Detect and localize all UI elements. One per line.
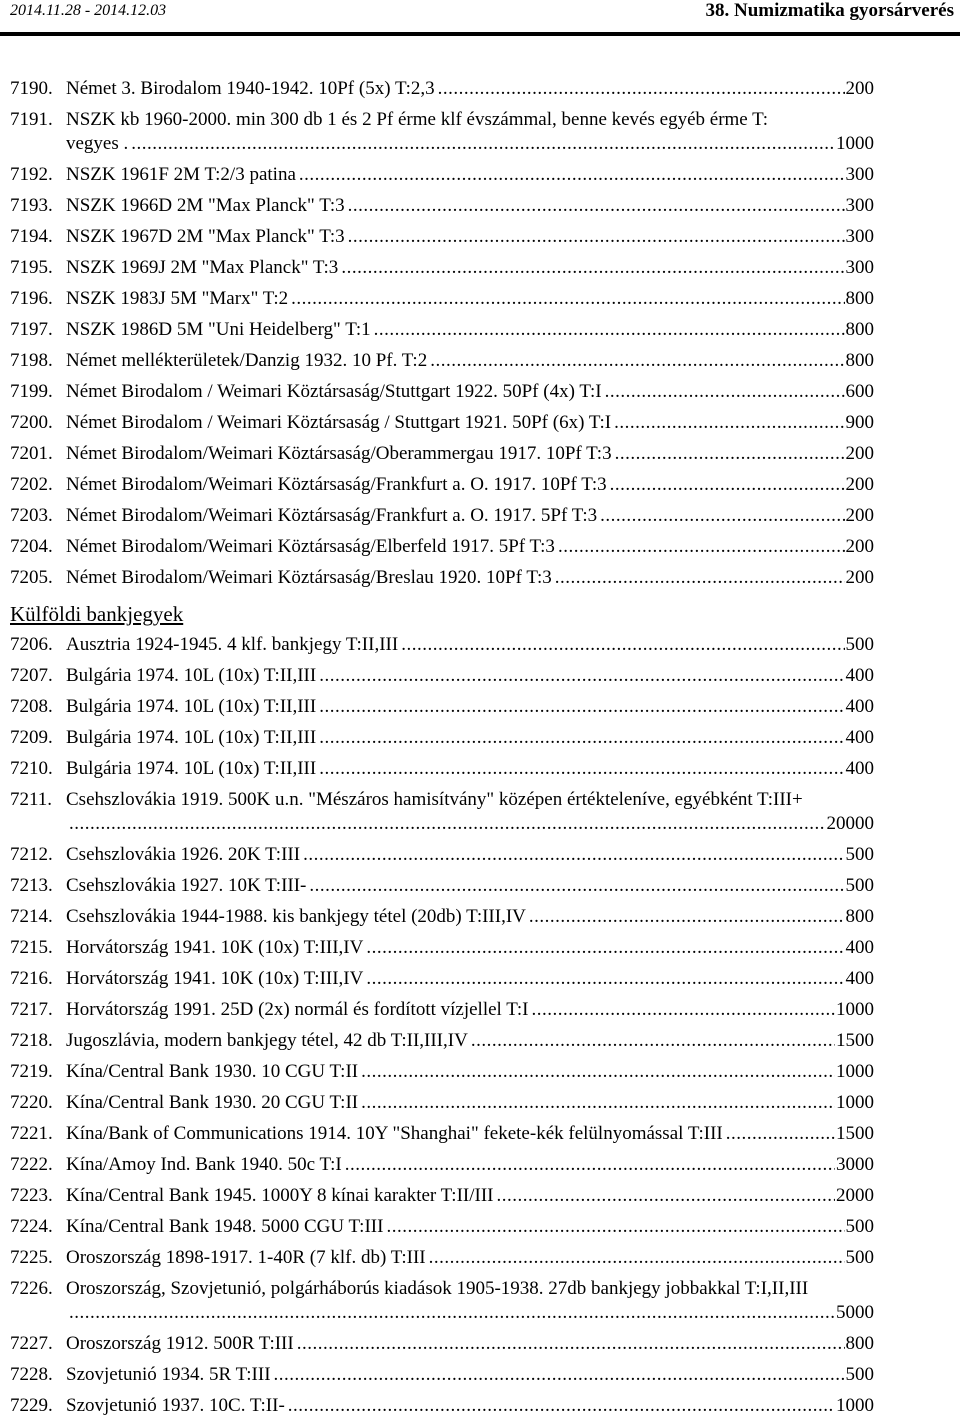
- dot-leader: [319, 755, 844, 783]
- lot-number: 7209.: [10, 727, 53, 748]
- lot-price: 1000: [836, 133, 874, 154]
- dot-leader: [341, 254, 844, 282]
- lot-price: 2000: [836, 1185, 874, 1206]
- lot-description: Kína/Central Bank 1948. 5000 CGU T:III: [66, 1216, 384, 1237]
- lot-row: [10, 285, 874, 316]
- dot-leader: [497, 1182, 836, 1210]
- lot-line: [66, 1027, 874, 1055]
- lot-description: Kína/Amoy Ind. Bank 1940. 50c T:I: [66, 1154, 342, 1175]
- lot-number: 7219.: [10, 1061, 53, 1082]
- lot-row: [10, 502, 874, 533]
- lot-row: [10, 254, 874, 285]
- lot-row: [10, 1089, 874, 1120]
- lot-row: [10, 440, 874, 471]
- lot-number: 7201.: [10, 443, 53, 464]
- lot-line: [66, 1330, 874, 1358]
- lot-price: 400: [845, 696, 874, 717]
- lot-line: [66, 1120, 874, 1148]
- lot-line: [66, 996, 874, 1024]
- lot-description: Német Birodalom/Weimari Köztársaság/Frankfurt a. O. 1917. 10Pf T:3: [66, 474, 607, 495]
- dot-leader: [348, 223, 845, 251]
- lot-description: NSZK 1986D 5M "Uni Heidelberg" T:1: [66, 319, 371, 340]
- lot-description: Jugoszlávia, modern bankjegy tétel, 42 db T:II,III,IV: [66, 1030, 468, 1051]
- lot-description: Német Birodalom / Weimari Köztársaság / Stuttgart 1921. 50Pf (6x) T:I: [66, 412, 612, 433]
- lot-number: 7223.: [10, 1185, 53, 1206]
- lot-line: [66, 254, 874, 282]
- lot-price: 500: [845, 1216, 874, 1237]
- lot-description: Oroszország 1912. 500R T:III: [66, 1333, 294, 1354]
- lot-description: Német 3. Birodalom 1940-1942. 10Pf (5x) T:2,3: [66, 78, 435, 99]
- lot-price: 1000: [836, 999, 874, 1020]
- lot-row: [10, 1151, 874, 1182]
- lot-line: [66, 1151, 874, 1179]
- dot-leader: [429, 1244, 845, 1272]
- lot-number: 7229.: [10, 1395, 53, 1416]
- lot-price: 1500: [836, 1030, 874, 1051]
- dot-leader: [555, 564, 845, 592]
- lot-line: [66, 1089, 874, 1117]
- lot-number: 7217.: [10, 999, 53, 1020]
- lot-description: Kína/Central Bank 1945. 1000Y 8 kínai karakter T:II/III: [66, 1185, 494, 1206]
- lot-line: [66, 440, 874, 468]
- lot-price-line: [66, 810, 874, 838]
- lot-line: [66, 347, 874, 375]
- lot-description: Bulgária 1974. 10L (10x) T:II,III: [66, 696, 317, 717]
- lot-price: 200: [845, 78, 874, 99]
- lot-description: Német Birodalom/Weimari Köztársaság/Oberammergau 1917. 10Pf T:3: [66, 443, 612, 464]
- dot-leader: [348, 192, 845, 220]
- lot-price: 400: [845, 665, 874, 686]
- lot-line: [66, 1392, 874, 1420]
- lot-price: 20000: [826, 813, 874, 834]
- lot-description: Horvátország 1941. 10K (10x) T:III,IV: [66, 937, 364, 958]
- dot-leader: [600, 502, 844, 530]
- dot-leader: [303, 841, 844, 869]
- lot-number: 7211.: [10, 789, 53, 810]
- lot-number: 7213.: [10, 875, 53, 896]
- lot-price: 800: [845, 1333, 874, 1354]
- lot-row: [10, 841, 874, 872]
- lot-line: [66, 75, 874, 103]
- lot-line: [66, 965, 874, 993]
- lot-price: 900: [845, 412, 874, 433]
- lot-description: Horvátország 1991. 25D (2x) normál és fordított vízjellel T:I: [66, 999, 529, 1020]
- lot-row: [10, 693, 874, 724]
- lot-number: 7190.: [10, 78, 53, 99]
- lot-number: 7206.: [10, 634, 53, 655]
- lot-line: [66, 1213, 874, 1241]
- lot-row: [10, 996, 874, 1027]
- lot-description: NSZK 1961F 2M T:2/3 patina: [66, 164, 296, 185]
- dot-leader: [319, 662, 844, 690]
- lot-line: [66, 631, 874, 659]
- lot-description: Német Birodalom/Weimari Köztársaság/Breslau 1920. 10Pf T:3: [66, 567, 552, 588]
- dot-leader: [288, 1392, 835, 1420]
- dot-leader: [297, 1330, 845, 1358]
- lot-description: Szovjetunió 1937. 10C. T:II-: [66, 1395, 285, 1416]
- lot-number: 7216.: [10, 968, 53, 989]
- lot-row: [10, 378, 874, 409]
- lot-row: [10, 223, 874, 254]
- lot-price: 1000: [836, 1092, 874, 1113]
- lot-price: 300: [845, 164, 874, 185]
- lot-price: 800: [845, 350, 874, 371]
- lot-number: 7215.: [10, 937, 53, 958]
- lot-number: 7192.: [10, 164, 53, 185]
- lot-row: [10, 316, 874, 347]
- lot-list: [10, 75, 874, 1423]
- lot-row: [10, 471, 874, 502]
- coin-lots: [10, 75, 874, 595]
- lot-line: [66, 1361, 874, 1389]
- lot-price: 800: [845, 288, 874, 309]
- lot-description: NSZK 1983J 5M "Marx" T:2: [66, 288, 289, 309]
- lot-row: [10, 1275, 874, 1330]
- lot-number: 7202.: [10, 474, 53, 495]
- lot-description: Csehszlovákia 1927. 10K T:III-: [66, 875, 307, 896]
- lot-number: 7196.: [10, 288, 53, 309]
- lot-description: Ausztria 1924-1945. 4 klf. bankjegy T:II,III: [66, 634, 399, 655]
- lot-description: NSZK 1969J 2M "Max Planck" T:3: [66, 257, 339, 278]
- lot-line: [66, 1058, 874, 1086]
- lot-description: Csehszlovákia 1919. 500K u.n. "Mészáros hamisítvány" középen értékteleníve, egyébként T:III+: [66, 789, 803, 810]
- page-header: [0, 0, 960, 36]
- dot-leader: [299, 161, 845, 189]
- lot-price: 3000: [836, 1154, 874, 1175]
- header-divider: [0, 32, 960, 36]
- lot-row: [10, 1361, 874, 1392]
- dot-leader: [386, 1213, 844, 1241]
- lot-number: 7221.: [10, 1123, 53, 1144]
- dot-leader: [361, 1058, 835, 1086]
- lot-number: 7191.: [10, 109, 53, 130]
- dot-leader: [366, 965, 844, 993]
- lot-row: [10, 872, 874, 903]
- lot-line: [66, 903, 874, 931]
- lot-row: [10, 786, 874, 841]
- lot-description: Német Birodalom / Weimari Köztársaság/Stuttgart 1922. 50Pf (4x) T:I: [66, 381, 602, 402]
- lot-price: 1000: [836, 1395, 874, 1416]
- lot-line: [66, 564, 874, 592]
- lot-number: 7194.: [10, 226, 53, 247]
- dot-leader: [558, 533, 845, 561]
- lot-number: 7212.: [10, 844, 53, 865]
- lot-price: 1000: [836, 1061, 874, 1082]
- lot-description: NSZK 1966D 2M "Max Planck" T:3: [66, 195, 345, 216]
- lot-line: [66, 662, 874, 690]
- lot-price-line: [66, 1299, 874, 1327]
- lot-price: 200: [845, 443, 874, 464]
- lot-price: 500: [845, 634, 874, 655]
- dot-leader: [374, 316, 845, 344]
- lot-line: [66, 378, 874, 406]
- dot-leader: [309, 872, 844, 900]
- lot-line: [66, 755, 874, 783]
- dot-leader: [69, 810, 826, 838]
- banknote-lots: [10, 631, 874, 1423]
- lot-price: 500: [845, 875, 874, 896]
- lot-description: Kína/Central Bank 1930. 10 CGU T:II: [66, 1061, 359, 1082]
- lot-price: 500: [845, 1247, 874, 1268]
- lot-price: 300: [845, 257, 874, 278]
- date-range: 2014.11.28 - 2014.12.03: [10, 2, 167, 19]
- lot-row: [10, 1244, 874, 1275]
- lot-description: Bulgária 1974. 10L (10x) T:II,III: [66, 727, 317, 748]
- lot-price: 200: [845, 536, 874, 557]
- lot-number: 7199.: [10, 381, 53, 402]
- lot-line: [66, 502, 874, 530]
- lot-row: [10, 409, 874, 440]
- dot-leader: [605, 378, 845, 406]
- dot-leader: [69, 1299, 835, 1327]
- lot-price: 800: [845, 319, 874, 340]
- lot-number: 7204.: [10, 536, 53, 557]
- lot-row: [10, 75, 874, 106]
- dot-leader: [610, 471, 845, 499]
- lot-price: 200: [845, 567, 874, 588]
- dot-leader: [726, 1120, 835, 1148]
- lot-row: [10, 161, 874, 192]
- catalog-title: 38. Numizmatika gyorsárverés: [705, 0, 954, 21]
- lot-row: [10, 903, 874, 934]
- lot-number: 7227.: [10, 1333, 53, 1354]
- dot-leader: [529, 903, 845, 931]
- lot-row: [10, 192, 874, 223]
- lot-row: [10, 1213, 874, 1244]
- lot-row: [10, 965, 874, 996]
- lot-description: Horvátország 1941. 10K (10x) T:III,IV: [66, 968, 364, 989]
- lot-row: [10, 755, 874, 786]
- dot-leader: [401, 631, 844, 659]
- lot-line: [66, 471, 874, 499]
- lot-number: 7218.: [10, 1030, 53, 1051]
- dot-leader: [345, 1151, 835, 1179]
- dot-leader: [438, 75, 845, 103]
- lot-price: 800: [845, 906, 874, 927]
- lot-description: Csehszlovákia 1944-1988. kis bankjegy tétel (20db) T:III,IV: [66, 906, 526, 927]
- dot-leader: [532, 996, 835, 1024]
- lot-description: Csehszlovákia 1926. 20K T:III: [66, 844, 301, 865]
- lot-description: Kína/Central Bank 1930. 20 CGU T:II: [66, 1092, 359, 1113]
- lot-number: 7210.: [10, 758, 53, 779]
- lot-line: [66, 409, 874, 437]
- lot-price: 5000: [836, 1302, 874, 1323]
- lot-line: [66, 192, 874, 220]
- lot-number: 7225.: [10, 1247, 53, 1268]
- dot-leader: [471, 1027, 835, 1055]
- lot-description: Kína/Bank of Communications 1914. 10Y "Shanghai" fekete-kék felülnyomással T:III: [66, 1123, 723, 1144]
- lot-number: 7203.: [10, 505, 53, 526]
- lot-description: Német mellékterületek/Danzig 1932. 10 Pf. T:2: [66, 350, 428, 371]
- lot-number: 7205.: [10, 567, 53, 588]
- lot-price-line: [66, 130, 874, 158]
- lot-line: [66, 1244, 874, 1272]
- lot-price: 200: [845, 505, 874, 526]
- lot-line: [66, 1182, 874, 1210]
- lot-line: [66, 285, 874, 313]
- lot-number: 7198.: [10, 350, 53, 371]
- lot-line: [66, 223, 874, 251]
- lot-price: 400: [845, 727, 874, 748]
- lot-number: 7220.: [10, 1092, 53, 1113]
- lot-price: 300: [845, 195, 874, 216]
- lot-row: [10, 1392, 874, 1423]
- lot-price: 400: [845, 937, 874, 958]
- lot-row: [10, 934, 874, 965]
- dot-leader: [291, 285, 844, 313]
- lot-line: [66, 161, 874, 189]
- lot-row: [10, 662, 874, 693]
- lot-price: 500: [845, 1364, 874, 1385]
- lot-number: 7226.: [10, 1278, 53, 1299]
- lot-number: 7222.: [10, 1154, 53, 1175]
- dot-leader: [430, 347, 844, 375]
- lot-line: [66, 872, 874, 900]
- lot-description: Német Birodalom/Weimari Köztársaság/Frankfurt a. O. 1917. 5Pf T:3: [66, 505, 598, 526]
- lot-description: NSZK 1967D 2M "Max Planck" T:3: [66, 226, 345, 247]
- lot-row: [10, 724, 874, 755]
- lot-number: 7193.: [10, 195, 53, 216]
- lot-price: 500: [845, 844, 874, 865]
- lot-description: Bulgária 1974. 10L (10x) T:II,III: [66, 758, 317, 779]
- lot-description: Bulgária 1974. 10L (10x) T:II,III: [66, 665, 317, 686]
- lot-line: [66, 841, 874, 869]
- lot-number: 7197.: [10, 319, 53, 340]
- dot-leader: [614, 409, 844, 437]
- lot-row: [10, 106, 874, 161]
- lot-price: 300: [845, 226, 874, 247]
- dot-leader: [131, 130, 835, 158]
- lot-row: [10, 347, 874, 378]
- lot-row: [10, 631, 874, 662]
- dot-leader: [274, 1361, 845, 1389]
- lot-price: 200: [845, 474, 874, 495]
- dot-leader: [366, 934, 844, 962]
- lot-row: [10, 533, 874, 564]
- lot-row: [10, 1058, 874, 1089]
- lot-description: Oroszország 1898-1917. 1-40R (7 klf. db) T:III: [66, 1247, 426, 1268]
- lot-line: [66, 693, 874, 721]
- lot-description: Szovjetunió 1934. 5R T:III: [66, 1364, 271, 1385]
- lot-number: 7200.: [10, 412, 53, 433]
- dot-leader: [615, 440, 845, 468]
- lot-number: 7228.: [10, 1364, 53, 1385]
- lot-price: 400: [845, 758, 874, 779]
- lot-number: 7195.: [10, 257, 53, 278]
- dot-leader: [319, 693, 844, 721]
- lot-description: Német Birodalom/Weimari Köztársaság/Elberfeld 1917. 5Pf T:3: [66, 536, 555, 557]
- lot-row: [10, 1330, 874, 1361]
- lot-number: 7208.: [10, 696, 53, 717]
- lot-price: 1500: [836, 1123, 874, 1144]
- lot-price: 400: [845, 968, 874, 989]
- section-heading: Külföldi bankjegyek: [10, 602, 184, 626]
- lot-line: [66, 724, 874, 752]
- lot-description: Oroszország, Szovjetunió, polgárháborús kiadások 1905-1938. 27db bankjegy jobbakkal T:I,II,III: [66, 1278, 809, 1299]
- lot-description: NSZK kb 1960-2000. min 300 db 1 és 2 Pf érme klf évszámmal, benne kevés egyéb érme T:: [66, 109, 769, 130]
- lot-row: [10, 1027, 874, 1058]
- lot-line: [66, 533, 874, 561]
- lot-row: [10, 564, 874, 595]
- lot-number: 7207.: [10, 665, 53, 686]
- lot-line: [66, 316, 874, 344]
- lot-price: 600: [845, 381, 874, 402]
- lot-row: [10, 1120, 874, 1151]
- dot-leader: [319, 724, 844, 752]
- lot-number: 7224.: [10, 1216, 53, 1237]
- lot-number: 7214.: [10, 906, 53, 927]
- lot-row: [10, 1182, 874, 1213]
- lot-description-cont: vegyes .: [66, 133, 129, 154]
- dot-leader: [361, 1089, 835, 1117]
- lot-line: [66, 934, 874, 962]
